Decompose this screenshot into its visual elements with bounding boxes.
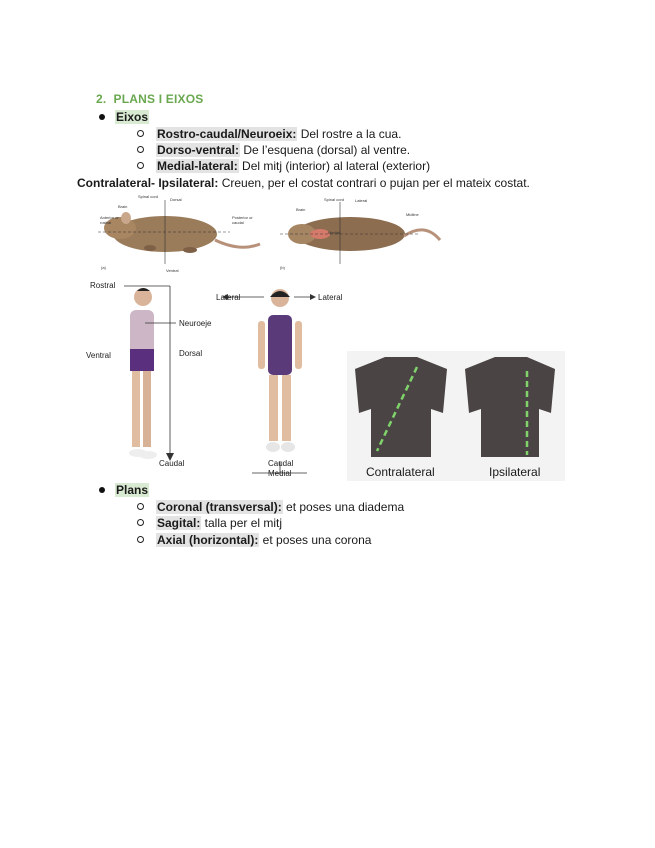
plans-item-term: Coronal (transversal): <box>157 500 282 514</box>
contralateral-line <box>77 175 530 191</box>
plans-bullet <box>99 482 149 498</box>
bullet-dot-icon <box>99 487 105 493</box>
lateral-left-label: Lateral <box>216 293 241 302</box>
rat-left-posterior-label: Posterior or caudal <box>232 215 253 225</box>
eixos-item-desc: De l’esquena (dorsal) al ventre. <box>240 143 411 157</box>
plans-item <box>137 532 371 548</box>
contralateral-desc: Creuen, per el costat contrari o pujan per el mateix costat. <box>218 176 530 190</box>
contralateral-caption: Contralateral <box>366 465 435 479</box>
eixos-title: Eixos <box>116 110 149 124</box>
medial-label: Medial <box>268 469 292 478</box>
plans-title: Plans <box>116 483 149 497</box>
rat-right-midline-label: Midline <box>406 212 419 217</box>
plans-item <box>137 515 282 531</box>
bullet-circle-icon <box>137 162 144 169</box>
dorsal-label: Dorsal <box>179 349 203 358</box>
eixos-item-desc: Del mitj (interior) al lateral (exterior) <box>238 159 431 173</box>
eixos-item-term: Dorso-ventral: <box>157 143 240 157</box>
rat-left-ventral-label: Ventral <box>166 268 179 273</box>
rat-axes-figure <box>90 192 450 277</box>
plans-item-term: Sagital: <box>157 516 201 530</box>
rat-right-medial-label: Medial <box>328 230 340 235</box>
rat-left-brain-label: Brain <box>118 204 128 209</box>
caudal-front-label: Caudal <box>268 459 294 468</box>
plans-item-term: Axial (horizontal): <box>157 533 259 547</box>
rat-right-brain-label: Brain <box>296 207 306 212</box>
bullet-circle-icon <box>137 536 144 543</box>
eixos-item <box>137 158 430 174</box>
rostral-label: Rostral <box>90 281 116 290</box>
shirts-figure <box>347 351 565 481</box>
human-front-figure <box>212 285 347 475</box>
eixos-item-desc: Del rostre a la cua. <box>297 127 402 141</box>
rat-left-dorsal-label: Dorsal <box>170 197 182 202</box>
rat-left-anterior-label: Anterior or rostral <box>100 215 119 225</box>
bullet-circle-icon <box>137 503 144 510</box>
eixos-item <box>137 126 401 142</box>
rat-side-view <box>98 200 260 264</box>
eixos-item-term: Medial-lateral: <box>157 159 238 173</box>
bullet-dot-icon <box>99 114 105 120</box>
human-side-figure <box>110 283 220 473</box>
lateral-right-label: Lateral <box>318 293 343 302</box>
rat-right-spinal-label: Spinal cord <box>324 197 345 202</box>
eixos-item <box>137 142 410 158</box>
contralateral-term: Contralateral- Ipsilateral: <box>77 176 219 190</box>
bullet-circle-icon <box>137 130 144 137</box>
rat-left-panel-label: (a) <box>101 265 106 270</box>
caudal-label: Caudal <box>159 459 185 468</box>
plans-item-desc: et poses una diadema <box>282 500 405 514</box>
ventral-label: Ventral <box>86 351 111 360</box>
bullet-circle-icon <box>137 146 144 153</box>
section-number: 2. <box>96 92 107 106</box>
plans-item <box>137 499 404 515</box>
eixos-bullet <box>99 109 149 125</box>
rat-right-panel-label: (b) <box>280 265 285 270</box>
plans-item-desc: talla per el mitj <box>201 516 283 530</box>
rat-right-lateral-label: Lateral <box>355 198 368 203</box>
ipsilateral-caption: Ipsilateral <box>489 465 541 479</box>
section-title: PLANS I EIXOS <box>113 92 204 106</box>
eixos-item-term: Rostro-caudal/Neuroeix: <box>157 127 297 141</box>
plans-item-desc: et poses una corona <box>259 533 372 547</box>
neuroeje-label: Neuroeje <box>179 319 212 328</box>
rat-left-spinal-label: Spinal cord <box>138 194 159 199</box>
section-heading <box>96 92 203 106</box>
bullet-circle-icon <box>137 519 144 526</box>
